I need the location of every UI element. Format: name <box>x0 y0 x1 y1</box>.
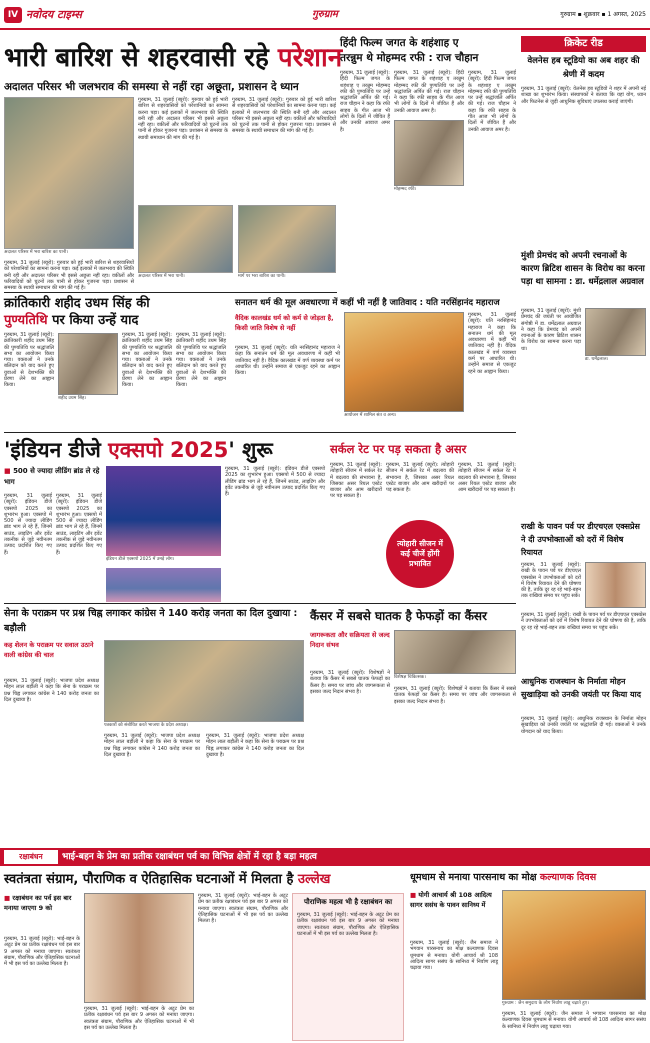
sukhadia-headline: आधुनिक राजस्थान के निर्माता मोहन सुखाड़िया को उनकी जयंती पर किया याद <box>521 677 641 699</box>
circle-badge-text: त्योहारी सीजन में कई चीजें होंगी प्रभावित <box>397 539 443 568</box>
film-headline-text: हिंदी फिल्म जगत के शहंशाह ए <box>340 37 459 49</box>
cricket-body: गुरुग्राम, 31 जुलाई (ब्यूरो): वेलनेस हब स्टूडियो ने शहर में अपनी नई शाखा का शुभारंभ किया। संस्थापकों ने बताया कि यहां योग, ध्यान और फिटनेस से जुड़ी आधुनिक सुविधाएं उपलब्ध कराई जाएंगी। <box>521 86 648 105</box>
jain-headline-highlight: कल्याणक दिवस <box>539 872 597 883</box>
history-box <box>292 893 404 1041</box>
congress-headline: सेना के पराक्रम पर प्रश्न चिह्न लगाकर कांग्रेस ने 140 करोड़ जनता का दिल दुखाया : बड़ौली <box>4 608 298 634</box>
jain-caption: गुरुग्राम : जैन समुदाय के लोग निर्वाण लाडू चढ़ाते हुए। <box>502 1001 589 1006</box>
film-headline-1 <box>340 36 515 51</box>
raksha-strip-text: भाई-बहन के प्रेम का प्रतीक रक्षाबंधन पर्व का विभिन्न क्षेत्रों में रहा है बड़ा महत्व <box>62 852 317 862</box>
divider <box>4 603 516 604</box>
congress-body-col3: गुरुग्राम, 31 जुलाई (ब्यूरो): भाजपा प्रदेश अध्यक्ष मोहन लाल बड़ौली ने कहा कि सेना के पराक्रम पर प्रश्न चिह्न लगाकर कांग्रेस ने 140 करोड़ जनता का दिल दुखाया है। <box>206 733 306 758</box>
rakhi-photo <box>585 562 646 608</box>
history-headline-highlight: उल्लेख <box>297 872 331 887</box>
expo-headline-text: 'इंडियन डीजे <box>4 438 109 462</box>
munshi-headline: मुंशी प्रेमचंद को अपनी रचनाओं के कारण ब्रिटिश शासन के विरोध का करना पड़ा था सामना : डा. धर्मेद्रलाल अग्रवाल <box>521 251 645 287</box>
film-body: गुरुग्राम, 31 जुलाई (ब्यूरो): हिंदी फिल्म जगत के शहंशाह ए तरन्नुम मोहम्मद रफी की पुण्यतिथि पर उन्हें श्रद्धांजलि अर्पित की गई। राज चौहान ने कहा कि रफी साहब के गीत आज भी लोगों के दिलों में जीवित हैं और उनकी आवाज अमर है। <box>340 70 392 133</box>
expo-headline-highlight: एक्सपो 2025 <box>108 438 229 462</box>
expo-body-col2: गुरुग्राम, 31 जुलाई (ब्यूरो): इंडियन डीजे एक्सपो 2025 का शुभारंभ हुआ। एक्सपो में 500 से ज्यादा लीडिंग ब्रांड भाग ले रहे हैं, जिनमें साउंड, लाइटिंग और इवेंट तकनीक से जुड़े नवीनतम उत्पाद प्रदर्शित किए गए हैं। <box>56 493 104 556</box>
expo-subhead-text: 500 से ज्यादा लीडिंग ब्रांड ले रहे भाग <box>4 467 100 486</box>
udham-body: गुरुग्राम, 31 जुलाई (ब्यूरो): क्रांतिकारी शहीद उधम सिंह की पुण्यतिथि पर श्रद्धांजलि सभा का आयोजन किया गया। वक्ताओं ने उनके बलिदान को याद करते हुए युवाओं से देशभक्ति की प्रेरणा लेने का आह्वान किया। <box>4 332 56 389</box>
lead-photo-2 <box>138 205 233 273</box>
sukhadia-body: गुरुग्राम, 31 जुलाई (ब्यूरो): आधुनिक राजस्थान के निर्माता मोहन सुखाड़िया को उनकी जयंती पर श्रद्धांजलि दी गई। वक्ताओं ने उनके योगदान को याद किया। <box>521 716 648 735</box>
film-headline-2: तरन्नुम थे मोहम्मद रफी : राज चौहान <box>340 52 479 64</box>
munshi-photo <box>585 308 646 356</box>
circle-body-col3: गुरुग्राम, 31 जुलाई (ब्यूरो): त्योहारी सीजन में सर्कल रेट में बदलाव की संभावना है, जिसका असर रियल एस्टेट बाजार और आम खरीदारों पर पड़ सकता है। <box>458 462 518 494</box>
raksha-strip <box>0 848 650 866</box>
sanatan-headline: सनातन धर्म की मूल अवधारणा में कहीं भी नहीं है जातिवाद : यति नरसिंहानंद महाराज <box>235 298 500 308</box>
lead-body-col2: गुरुग्राम, 31 जुलाई (ब्यूरो): गुरुवार को हुई भारी बारिश से शहरवासियों को परेशानियों का सामना करना पड़ा। कई इलाकों में जलभराव की स्थिति बनी रही और अदालत परिसर भी इससे अछूता नहीं रहा। वकीलों और फरियादियों को घुटनों तक पानी से होकर गुजरना पड़ा। प्रशासन से समस्या के स्थायी समाधान की मांग की गई है। <box>138 97 230 141</box>
expo-subhead: ■ 500 से ज्यादा लीडिंग ब्रांड ले रहे भाग <box>4 467 100 486</box>
dateline: गुरुग्राम ▪ शुक्रवार ▪ 1 अगस्त, 2025 <box>560 11 646 18</box>
lead-photo-2-caption: अदालत परिसर में भरा पानी। <box>138 274 185 279</box>
expo-caption: इंडियन डीजे एक्सपो 2025 में उमड़े लोग। <box>106 557 175 562</box>
munshi-caption: डा. धर्मेद्रलाल। <box>585 357 609 362</box>
history-body: गुरुग्राम, 31 जुलाई (ब्यूरो): भाई-बहन के अटूट प्रेम का प्रतीक रक्षाबंधन पर्व इस बार 9 अगस्त को मनाया जाएगा। स्वतंत्रता संग्राम, पौराणिक और ऐतिहासिक घटनाओं में भी इस पर्व का उल्लेख मिलता है। <box>4 936 82 968</box>
udham-body-col3: गुरुग्राम, 31 जुलाई (ब्यूरो): क्रांतिकारी शहीद उधम सिंह की पुण्यतिथि पर श्रद्धांजलि सभा का आयोजन किया गया। वक्ताओं ने उनके बलिदान को याद करते हुए युवाओं से देशभक्ति की प्रेरणा लेने का आह्वान किया। <box>176 332 228 389</box>
sanatan-subhead: वैदिक कालखंड धर्म को कर्म से जोड़ता है, किसी जाति विशेष से नहीं <box>235 314 334 332</box>
lead-body: गुरुग्राम, 31 जुलाई (ब्यूरो): गुरुवार को हुई भारी बारिश से शहरवासियों को परेशानियों का सामना करना पड़ा। कई इलाकों में जलभराव की स्थिति बनी रही और अदालत परिसर भी इससे अछूता नहीं रहा। वकीलों और फरियादियों को घुटनों तक पानी से होकर गुजरना पड़ा। प्रशासन से समस्या के स्थायी समाधान की मांग की गई है। <box>4 260 136 292</box>
cancer-headline: कैंसर में सबसे घातक है फेफड़ों का कैंसर <box>310 609 487 623</box>
lead-photo-main <box>4 97 134 249</box>
history-subhead: ■ रक्षाबंधन का पर्व इस बार मनाया जाएगा 9 को <box>4 894 72 912</box>
congress-subhead: कह शेलन के पराक्रम पर सवाल उठाने वाली कांग्रेस की चाल <box>4 641 94 659</box>
masthead <box>0 0 650 30</box>
section-name: गुरुग्राम <box>312 9 338 20</box>
rakhi-headline: राखी के पावन पर्व पर डीएचएल एक्सप्रेस ने दी उपभोक्ताओं को दरों में विशेष रियायत <box>521 522 640 557</box>
rakhi-body-col2: गुरुग्राम, 31 जुलाई (ब्यूरो): राखी के पावन पर्व पर डीएचएल एक्सप्रेस ने उपभोक्ताओं को दरों में विशेष रियायत देने की घोषणा की है, ताकि दूर रह रहे भाई-बहन तक राखियां समय पर पहुंच सकें। <box>521 612 648 631</box>
congress-body: गुरुग्राम, 31 जुलाई (ब्यूरो): भाजपा प्रदेश अध्यक्ष मोहन लाल बड़ौली ने कहा कि सेना के पराक्रम पर प्रश्न चिह्न लगाकर कांग्रेस ने 140 करोड़ जनता का दिल दुखाया है। <box>4 678 101 703</box>
history-headline-text: स्वतंत्रता संग्राम, पौराणिक व ऐतिहासिक घटनाओं में मिलता है <box>4 872 298 887</box>
jain-subhead-text: योगी आचार्य श्री 108 आदित्य सागर ससंघ के पावन सानिध्य में <box>410 891 492 909</box>
expo-headline-tail: ' शुरू <box>228 438 273 462</box>
lead-headline-highlight: परेशान <box>277 43 343 73</box>
newspaper-logo: नवोदय टाइम्स <box>26 8 82 21</box>
sanatan-body: गुरुग्राम, 31 जुलाई (ब्यूरो): यति नरसिंहानंद महाराज ने कहा कि सनातन धर्म की मूल अवधारणा में कहीं भी जातिवाद नहीं है। वैदिक कालखंड में वर्ण व्यवस्था कर्म पर आधारित थी। उन्होंने समाज से एकजुट रहने का आह्वान किया। <box>235 345 342 377</box>
congress-photo <box>104 640 304 722</box>
expo-photo <box>106 466 221 556</box>
history-box-title: पौराणिक महत्व भी है रक्षाबंधन का <box>303 898 393 906</box>
jain-photo <box>502 890 646 1000</box>
congress-body-col2: गुरुग्राम, 31 जुलाई (ब्यूरो): भाजपा प्रदेश अध्यक्ष मोहन लाल बड़ौली ने कहा कि सेना के पराक्रम पर प्रश्न चिह्न लगाकर कांग्रेस ने 140 करोड़ जनता का दिल दुखाया है। <box>104 733 202 758</box>
expo-body-col3: गुरुग्राम, 31 जुलाई (ब्यूरो): इंडियन डीजे एक्सपो 2025 का शुभारंभ हुआ। एक्सपो में 500 से ज्यादा लीडिंग ब्रांड भाग ले रहे हैं, जिनमें साउंड, लाइटिंग और इवेंट तकनीक से जुड़े नवीनतम उत्पाद प्रदर्शित किए गए हैं। <box>225 466 327 498</box>
raksha-strip-label: रक्षाबंधन <box>4 850 58 864</box>
sanatan-photo <box>344 312 464 412</box>
expo-body: गुरुग्राम, 31 जुलाई (ब्यूरो): इंडियन डीजे एक्सपो 2025 का शुभारंभ हुआ। एक्सपो में 500 से ज्यादा लीडिंग ब्रांड भाग ले रहे हैं, जिनमें साउंड, लाइटिंग और इवेंट तकनीक से जुड़े नवीनतम उत्पाद प्रदर्शित किए गए हैं। <box>4 493 54 556</box>
jain-body: गुरुग्राम, 31 जुलाई (ब्यूरो): जैन समाज ने भगवान पारसनाथ का मोक्ष कल्याणक दिवस धूमधाम से मनाया। योगी आचार्य श्री 108 आदित्य सागर ससंघ के सानिध्य में निर्वाण लाडू चढ़ाया गया। <box>410 940 500 972</box>
divider <box>4 432 516 433</box>
expo-headline <box>4 436 324 464</box>
lead-headline <box>4 38 343 78</box>
cancer-body-col2: गुरुग्राम, 31 जुलाई (ब्यूरो): विशेषज्ञों ने बताया कि कैंसर में सबसे घातक फेफड़ों का कैंसर है। समय पर जांच और जागरूकता से इसका जल्द निदान संभव है। <box>394 686 518 705</box>
sanatan-caption: आयोजन में शामिल संत व अन्य। <box>344 413 397 418</box>
circle-badge <box>386 520 454 588</box>
jain-body-col2: गुरुग्राम, 31 जुलाई (ब्यूरो): जैन समाज ने भगवान पारसनाथ का मोक्ष कल्याणक दिवस धूमधाम से मनाया। योगी आचार्य श्री 108 आदित्य सागर ससंघ के सानिध्य में निर्वाण लाडू चढ़ाया गया। <box>502 1011 648 1030</box>
rakhi-body: गुरुग्राम, 31 जुलाई (ब्यूरो): राखी के पावन पर्व पर डीएचएल एक्सप्रेस ने उपभोक्ताओं को दरों में विशेष रियायत देने की घोषणा की है, ताकि दूर रह रहे भाई-बहन तक राखियां समय पर पहुंच सकें। <box>521 562 583 600</box>
page-number: IV <box>4 7 22 23</box>
udham-headline-highlight: पुण्यतिथि <box>4 313 48 328</box>
cancer-caption: विशेषज्ञ चिकित्सक। <box>394 675 426 680</box>
sanatan-body-col3: गुरुग्राम, 31 जुलाई (ब्यूरो): यति नरसिंहानंद महाराज ने कहा कि सनातन धर्म की मूल अवधारणा में कहीं भी जातिवाद नहीं है। वैदिक कालखंड में वर्ण व्यवस्था कर्म पर आधारित थी। उन्होंने समाज से एकजुट रहने का आह्वान किया। <box>468 312 518 375</box>
cricket-headline: वेलनेस हब स्टूडियो का अब शहर की श्रेणी में कदम <box>527 56 640 80</box>
lead-photo-3-caption: मार्ग पर भरा बारिश का पानी। <box>238 274 286 279</box>
cancer-body: गुरुग्राम, 31 जुलाई (ब्यूरो): विशेषज्ञों ने बताया कि कैंसर में सबसे घातक फेफड़ों का कैंसर है। समय पर जांच और जागरूकता से इसका जल्द निदान संभव है। <box>310 670 392 695</box>
film-photo <box>394 120 464 186</box>
lead-headline-text: भारी बारिश से शहरवासी रहे <box>4 43 278 73</box>
lead-body-col3: गुरुग्राम, 31 जुलाई (ब्यूरो): गुरुवार को हुई भारी बारिश से शहरवासियों को परेशानियों का सामना करना पड़ा। कई इलाकों में जलभराव की स्थिति बनी रही और अदालत परिसर भी इससे अछूता नहीं रहा। वकीलों और फरियादियों को घुटनों तक पानी से होकर गुजरना पड़ा। प्रशासन से समस्या के स्थायी समाधान की मांग की गई है। <box>232 97 338 135</box>
film-photo-caption: मोहम्मद रफी। <box>394 187 417 192</box>
jain-headline-text: धूमधाम से मनाया पारसनाथ का मोक्ष <box>410 872 540 883</box>
udham-photo <box>58 333 118 395</box>
history-headline <box>4 870 404 890</box>
film-body-col3: गुरुग्राम, 31 जुलाई (ब्यूरो): हिंदी फिल्म जगत के शहंशाह ए तरन्नुम मोहम्मद रफी की पुण्यतिथि पर उन्हें श्रद्धांजलि अर्पित की गई। राज चौहान ने कहा कि रफी साहब के गीत आज भी लोगों के दिलों में जीवित हैं और उनकी आवाज अमर है। <box>468 70 518 133</box>
circle-headline: सर्कल रेट पर पड़ सकता है असर <box>330 442 467 456</box>
history-box-body: गुरुग्राम, 31 जुलाई (ब्यूरो): भाई-बहन के अटूट प्रेम का प्रतीक रक्षाबंधन पर्व इस बार 9 अगस्त को मनाया जाएगा। स्वतंत्रता संग्राम, पौराणिक और ऐतिहासिक घटनाओं में भी इस पर्व का उल्लेख मिलता है। <box>297 912 401 937</box>
divider <box>4 292 337 293</box>
circle-body: गुरुग्राम, 31 जुलाई (ब्यूरो): त्योहारी सीजन में सर्कल रेट में बदलाव की संभावना है, जिसका असर रियल एस्टेट बाजार और आम खरीदारों पर पड़ सकता है। <box>330 462 384 500</box>
history-photo <box>84 893 194 1003</box>
film-body-col2: गुरुग्राम, 31 जुलाई (ब्यूरो): हिंदी फिल्म जगत के शहंशाह ए तरन्नुम मोहम्मद रफी की पुण्यतिथि पर उन्हें श्रद्धांजलि अर्पित की गई। राज चौहान ने कहा कि रफी साहब के गीत आज भी लोगों के दिलों में जीवित हैं और उनकी आवाज अमर है। <box>394 70 466 114</box>
jain-subhead: ■ योगी आचार्य श्री 108 आदित्य सागर ससंघ के पावन सानिध्य में <box>410 891 492 909</box>
congress-caption: पत्रकारों को संबोधित करते भाजपा के प्रदेश अध्यक्ष। <box>104 723 188 728</box>
udham-headline-text: क्रांतिकारी शहीद उधम सिंह की <box>4 296 150 311</box>
history-body-col2: गुरुग्राम, 31 जुलाई (ब्यूरो): भाई-बहन के अटूट प्रेम का प्रतीक रक्षाबंधन पर्व इस बार 9 अगस्त को मनाया जाएगा। स्वतंत्रता संग्राम, पौराणिक और ऐतिहासिक घटनाओं में भी इस पर्व का उल्लेख मिलता है। <box>84 1006 196 1031</box>
cancer-photo <box>394 630 516 674</box>
history-body-col3: गुरुग्राम, 31 जुलाई (ब्यूरो): भाई-बहन के अटूट प्रेम का प्रतीक रक्षाबंधन पर्व इस बार 9 अगस्त को मनाया जाएगा। स्वतंत्रता संग्राम, पौराणिक और ऐतिहासिक घटनाओं में भी इस पर्व का उल्लेख मिलता है। <box>198 893 290 925</box>
lead-deck: अदालत परिसर भी जलभराव की समस्या से नहीं रहा अछूता, प्रशासन दे ध्यान <box>4 81 299 93</box>
lead-photo-caption: अदालत परिसर में भरा बारिश का पानी। <box>4 250 69 255</box>
history-subhead-text: रक्षाबंधन का पर्व इस बार मनाया जाएगा 9 को <box>4 894 72 912</box>
expo-photo-2 <box>106 568 221 602</box>
udham-headline-tail: पर किया उन्हें याद <box>47 313 139 328</box>
cricket-label: क्रिकेट रीड <box>521 36 646 52</box>
cancer-subhead: जागरूकता और सक्रियता से जल्द निदान संभव <box>310 631 390 649</box>
jain-headline <box>410 870 648 886</box>
udham-caption: शहीद उधम सिंह। <box>58 396 87 401</box>
lead-photo-3 <box>238 205 336 273</box>
udham-body-col2: गुरुग्राम, 31 जुलाई (ब्यूरो): क्रांतिकारी शहीद उधम सिंह की पुण्यतिथि पर श्रद्धांजलि सभा का आयोजन किया गया। वक्ताओं ने उनके बलिदान को याद करते हुए युवाओं से देशभक्ति की प्रेरणा लेने का आह्वान किया। <box>122 332 174 389</box>
circle-body-col2: गुरुग्राम, 31 जुलाई (ब्यूरो): त्योहारी सीजन में सर्कल रेट में बदलाव की संभावना है, जिसका असर रियल एस्टेट बाजार और आम खरीदारों पर पड़ सकता है। <box>386 462 456 494</box>
munshi-body: गुरुग्राम, 31 जुलाई (ब्यूरो): मुंशी प्रेमचंद की जयंती पर आयोजित संगोष्ठी में डा. धर्मेद्रलाल अग्रवाल ने कहा कि प्रेमचंद को अपनी रचनाओं के कारण ब्रिटिश शासन के विरोध का सामना करना पड़ा था। <box>521 308 583 352</box>
